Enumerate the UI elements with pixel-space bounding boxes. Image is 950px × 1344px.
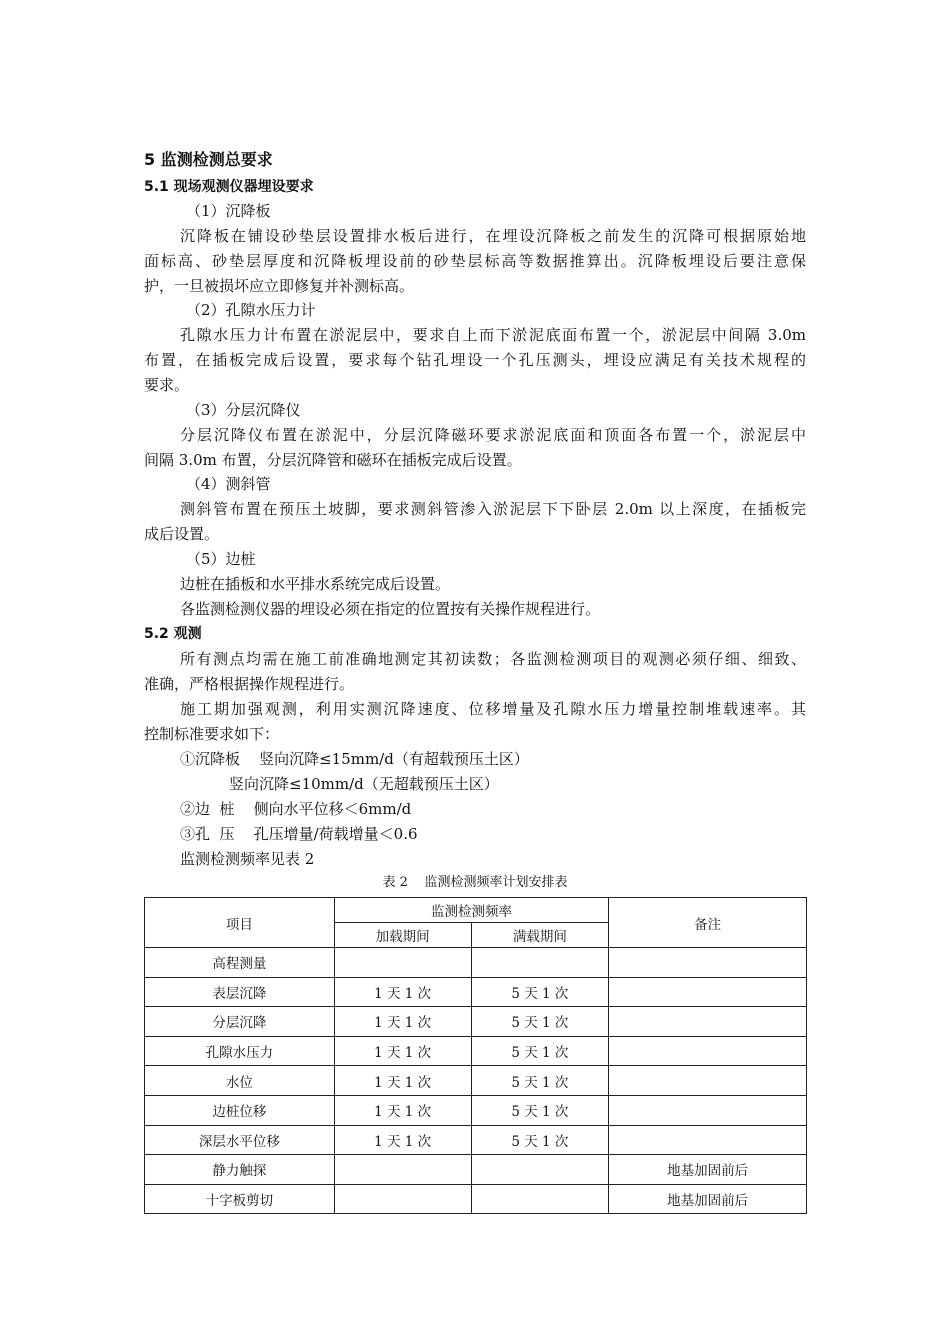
table-row	[145, 1007, 807, 1037]
item-text-2-line-2: 布置，在插板完成后设置，要求每个钻孔埋设一个孔压测头，埋设应满足有关技术规程的	[144, 351, 806, 369]
item-text-3-line-1: 分层沉降仪布置在淤泥中，分层沉降磁环要求淤泥底面和顶面各布置一个，淤泥层中	[180, 426, 806, 444]
obs-p2-line-2: 控制标准要求如下：	[144, 725, 280, 743]
cell-item: 表层沉降	[145, 977, 335, 1007]
header-full-load-period: 满载期间	[471, 923, 609, 948]
installation-closing: 各监测检测仪器的埋设必须在指定的位置按有关操作规程进行。	[180, 600, 601, 618]
table-row	[145, 948, 807, 978]
cell-note: 地基加固前后	[609, 1155, 807, 1185]
criterion-pore-pressure: ③孔 压 孔压增量/荷载增量＜0.6	[180, 825, 418, 843]
item-text-3-line-2: 间隔 3.0m 布置，分层沉降管和磁环在插板完成后设置。	[144, 451, 522, 469]
cell-note	[609, 1095, 807, 1125]
cell-note	[609, 977, 807, 1007]
cell-load: 1 天 1 次	[334, 1066, 471, 1096]
cell-note: 地基加固前后	[609, 1184, 807, 1214]
header-frequency: 监测检测频率	[334, 898, 609, 923]
header-note: 备注	[609, 898, 807, 948]
cell-load: 1 天 1 次	[334, 1125, 471, 1155]
table-row	[145, 1066, 807, 1096]
cell-load	[334, 1155, 471, 1185]
cell-load: 1 天 1 次	[334, 1007, 471, 1037]
cell-load: 1 天 1 次	[334, 1036, 471, 1066]
cell-item: 水位	[145, 1066, 335, 1096]
cell-full	[471, 1155, 609, 1185]
cell-note	[609, 1007, 807, 1037]
cell-load: 1 天 1 次	[334, 1095, 471, 1125]
cell-load	[334, 948, 471, 978]
item-text-2-line-1: 孔隙水压力计布置在淤泥层中，要求自上而下淤泥底面布置一个，淤泥层中间隔 3.0m	[180, 326, 806, 344]
cell-item: 十字板剪切	[145, 1184, 335, 1214]
table-caption: 表 2 监测检测频率计划安排表	[382, 875, 568, 890]
cell-load	[334, 1184, 471, 1214]
table-row	[145, 1184, 807, 1214]
obs-p2-line-1: 施工期加强观测，利用实测沉降速度、位移增量及孔隙水压力增量控制堆载速率。其	[180, 700, 806, 718]
table-row	[145, 1095, 807, 1125]
obs-p1-line-1: 所有测点均需在施工前准确地测定其初读数；各监测检测项目的观测必须仔细、细致、	[180, 650, 806, 668]
item-text-1-line-1: 沉降板在铺设砂垫层设置排水板后进行，在埋设沉降板之前发生的沉降可根据原始地	[180, 227, 806, 245]
cell-load: 1 天 1 次	[334, 977, 471, 1007]
header-item: 项目	[145, 898, 335, 948]
table-reference: 监测检测频率见表 2	[180, 850, 315, 868]
cell-full: 5 天 1 次	[471, 977, 609, 1007]
table-row	[145, 1155, 807, 1185]
item-label-2: （2）孔隙水压力计	[186, 301, 316, 319]
cell-full: 5 天 1 次	[471, 1125, 609, 1155]
cell-note	[609, 1125, 807, 1155]
item-label-4: （4）测斜管	[186, 475, 271, 493]
item-text-4-line-1: 测斜管布置在预压土坡脚，要求测斜管渗入淤泥层下下卧层 2.0m 以上深度，在插板完	[180, 500, 806, 518]
item-text-1-line-3: 护，一旦被损坏应立即修复并补测标高。	[144, 277, 415, 295]
cell-full	[471, 948, 609, 978]
cell-note	[609, 1036, 807, 1066]
criterion-settlement-plate-2: 竖向沉降≤10mm/d（无超载预压土区）	[229, 775, 499, 793]
subsection-title-5-2: 5.2 观测	[144, 626, 202, 642]
item-label-3: （3）分层沉降仪	[186, 401, 301, 419]
criterion-settlement-plate: ①沉降板 竖向沉降≤15mm/d（有超载预压土区）	[180, 750, 529, 768]
table-row	[145, 1036, 807, 1066]
cell-item: 孔隙水压力	[145, 1036, 335, 1066]
cell-full: 5 天 1 次	[471, 1095, 609, 1125]
section-title: 5 监测检测总要求	[144, 150, 273, 169]
item-label-1: （1）沉降板	[186, 202, 271, 220]
cell-item: 边桩位移	[145, 1095, 335, 1125]
table-row	[145, 1125, 807, 1155]
obs-p1-line-2: 准确，严格根据操作规程进行。	[144, 675, 355, 693]
cell-full: 5 天 1 次	[471, 1007, 609, 1037]
item-text-4-line-2: 成后设置。	[144, 525, 220, 543]
item-text-2-line-3: 要求。	[144, 376, 190, 394]
subsection-title-5-1: 5.1 现场观测仪器埋设要求	[144, 179, 314, 195]
cell-note	[609, 1066, 807, 1096]
cell-full: 5 天 1 次	[471, 1036, 609, 1066]
cell-item: 高程测量	[145, 948, 335, 978]
header-loading-period: 加载期间	[334, 923, 471, 948]
cell-note	[609, 948, 807, 978]
item-label-5: （5）边桩	[186, 550, 256, 568]
frequency-table	[144, 897, 807, 1214]
cell-item: 分层沉降	[145, 1007, 335, 1037]
cell-full	[471, 1184, 609, 1214]
item-text-5-line-1: 边桩在插板和水平排水系统完成后设置。	[180, 575, 451, 593]
cell-item: 深层水平位移	[145, 1125, 335, 1155]
item-text-1-line-2: 面标高、砂垫层厚度和沉降板埋设前的砂垫层标高等数据推算出。沉降板埋设后要注意保	[144, 252, 806, 270]
table-row	[145, 977, 807, 1007]
cell-full: 5 天 1 次	[471, 1066, 609, 1096]
criterion-side-pile: ②边 桩 侧向水平位移＜6mm/d	[180, 800, 412, 818]
cell-item: 静力触探	[145, 1155, 335, 1185]
